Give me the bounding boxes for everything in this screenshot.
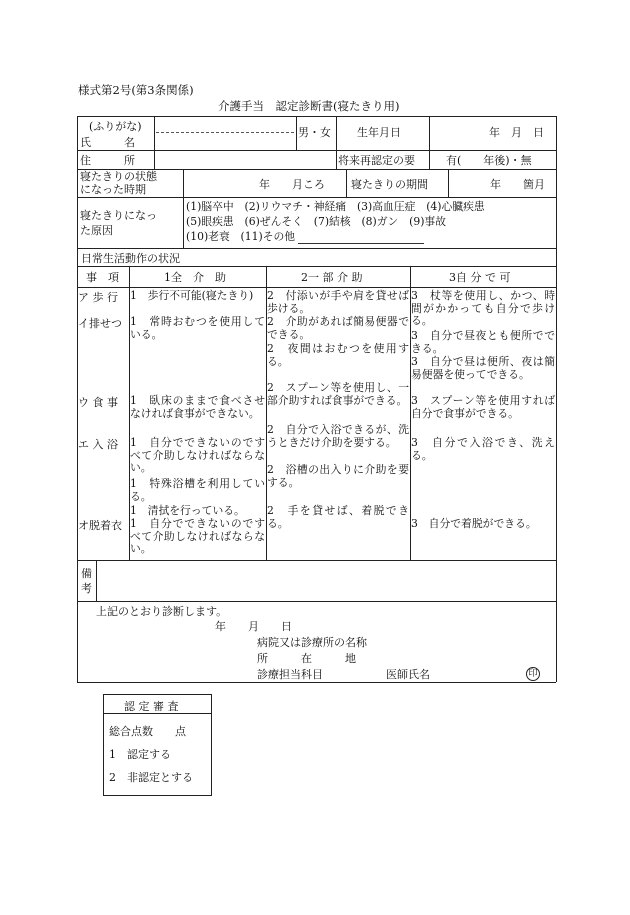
partial-bath-2[interactable]: 2 浴槽の出入りに介助を要する。 (267, 463, 409, 489)
review-total-score[interactable]: 総合点数 点 (109, 725, 186, 738)
self-walk[interactable]: 3 杖等を使用し、かつ、時間がかかっても自分で歩ける。 (411, 289, 555, 327)
cause-label-1: 寝たきりになっ (80, 209, 157, 222)
diagnosis-date[interactable]: 年 月 日 (215, 620, 292, 633)
self-excrete-1[interactable]: 3 自分で昼夜とも便所でできる。 (411, 329, 555, 355)
cause-options-line-2[interactable]: (5)眼疾患 (6)ぜんそく (7)結核 (8)ガン (9)事故 (186, 215, 447, 228)
partial-walk[interactable]: 2 付添いが手や肩を貸せば歩ける。 (267, 289, 409, 315)
full-walk[interactable]: 1 歩行不可能(寝たきり) (130, 289, 254, 302)
birth-date-value[interactable]: 年 月 日 (489, 126, 544, 139)
seal-icon: 印 (526, 667, 540, 681)
location-label: 所 在 地 (257, 652, 356, 665)
full-eat[interactable]: 1 臥床のままで食べさせなければ食事ができない。 (130, 394, 265, 420)
cause-options-line-3[interactable]: (10)老衰 (11)その他 (186, 230, 296, 243)
remarks-label-2: 考 (81, 582, 92, 595)
cause-label-2: た原因 (80, 224, 113, 237)
doctor-name-label: 医師氏名 (386, 668, 430, 681)
self-bath[interactable]: 3 自分で入浴でき、洗える。 (411, 436, 555, 462)
address-field[interactable] (155, 151, 335, 168)
furigana-field[interactable] (156, 132, 294, 133)
partial-dress[interactable]: 2 手を貸せば、着脱できる。 (267, 504, 409, 530)
bedridden-since-label-1: 寝たきりの状態 (80, 170, 157, 183)
partial-eat[interactable]: 2 スプーン等を使用し、一部介助すれば食事ができる。 (267, 381, 409, 407)
item-eat: ウ 食 事 (78, 396, 118, 409)
partial-excrete-1[interactable]: 2 介助があれば簡易便器でできる。 (267, 315, 409, 341)
partial-bath-1[interactable]: 2 自分で入浴できるが、洗うときだけ介助を要する。 (267, 423, 409, 449)
hospital-name-label: 病院又は診療所の名称 (257, 636, 367, 649)
department-label: 診療担当科目 (257, 668, 323, 681)
partial-excrete-2[interactable]: 2 夜間はおむつを使用する。 (267, 342, 409, 368)
remarks-field[interactable] (97, 561, 555, 600)
bedridden-period-value[interactable]: 年 箇月 (490, 178, 545, 191)
self-excrete-2[interactable]: 3 自分で昼は便所、夜は簡易便器を使ってできる。 (411, 355, 555, 381)
self-dress[interactable]: 3 自分で着脱ができる。 (411, 517, 537, 530)
diagnosis-statement: 上記のとおり診断します。 (96, 605, 228, 618)
reexam-label: 将来再認定の要 (338, 154, 415, 167)
col-partial-header: 2一 部 介 助 (301, 271, 363, 284)
review-option-approve[interactable]: 1 認定する (109, 748, 171, 761)
col-item-header: 事 項 (86, 271, 119, 284)
full-bath-2[interactable]: 1 特殊浴槽を利用している。 (130, 477, 265, 503)
full-excrete[interactable]: 1 常時おむつを使用している。 (130, 315, 265, 341)
full-bath-1[interactable]: 1 自分でできないのですべて介助しなければならない。 (130, 436, 265, 474)
col-self-header: 3自 分 で 可 (449, 271, 511, 284)
full-dress[interactable]: 1 自分でできないのですべて介助しなければならない。 (130, 517, 265, 555)
bedridden-since-label-2: になった時期 (80, 183, 146, 196)
sex-choice[interactable]: 男・女 (298, 126, 331, 139)
form-number: 様式第2号(第3条関係) (78, 83, 194, 97)
review-option-reject[interactable]: 2 非認定とする (109, 771, 193, 784)
cause-other-field[interactable] (298, 243, 424, 244)
remarks-label-1: 備 (81, 567, 92, 580)
item-walk: ア 歩 行 (78, 291, 118, 304)
item-bath: エ 入 浴 (78, 438, 118, 451)
adl-section-title: 日常生活動作の状況 (81, 252, 180, 265)
birth-date-label: 生年月日 (357, 126, 401, 139)
cause-options-line-1[interactable]: (1)脳卒中 (2)リウマチ・神経痛 (3)高血圧症 (4)心臓疾患 (186, 200, 485, 213)
item-excrete: イ排せつ (78, 317, 122, 330)
bedridden-since-value[interactable]: 年 月ころ (259, 178, 325, 191)
col-full-header: 1全 介 助 (164, 271, 226, 284)
item-dress: オ脱着衣 (78, 519, 122, 532)
self-eat[interactable]: 3 スプーン等を使用すれば自分で食事ができる。 (411, 394, 555, 420)
review-title: 認 定 審 査 (124, 700, 179, 713)
reexam-value[interactable]: 有( 年後)・無 (446, 154, 532, 167)
address-label: 住 所 (80, 154, 135, 167)
bedridden-period-label: 寝たきりの期間 (351, 178, 428, 191)
form-title: 介護手当 認定診断書(寝たきり用) (218, 99, 400, 113)
full-bath-3[interactable]: 1 清拭を行っている。 (130, 504, 245, 517)
furigana-label: (ふりがな) (89, 120, 142, 133)
name-label: 氏 名 (80, 136, 135, 149)
